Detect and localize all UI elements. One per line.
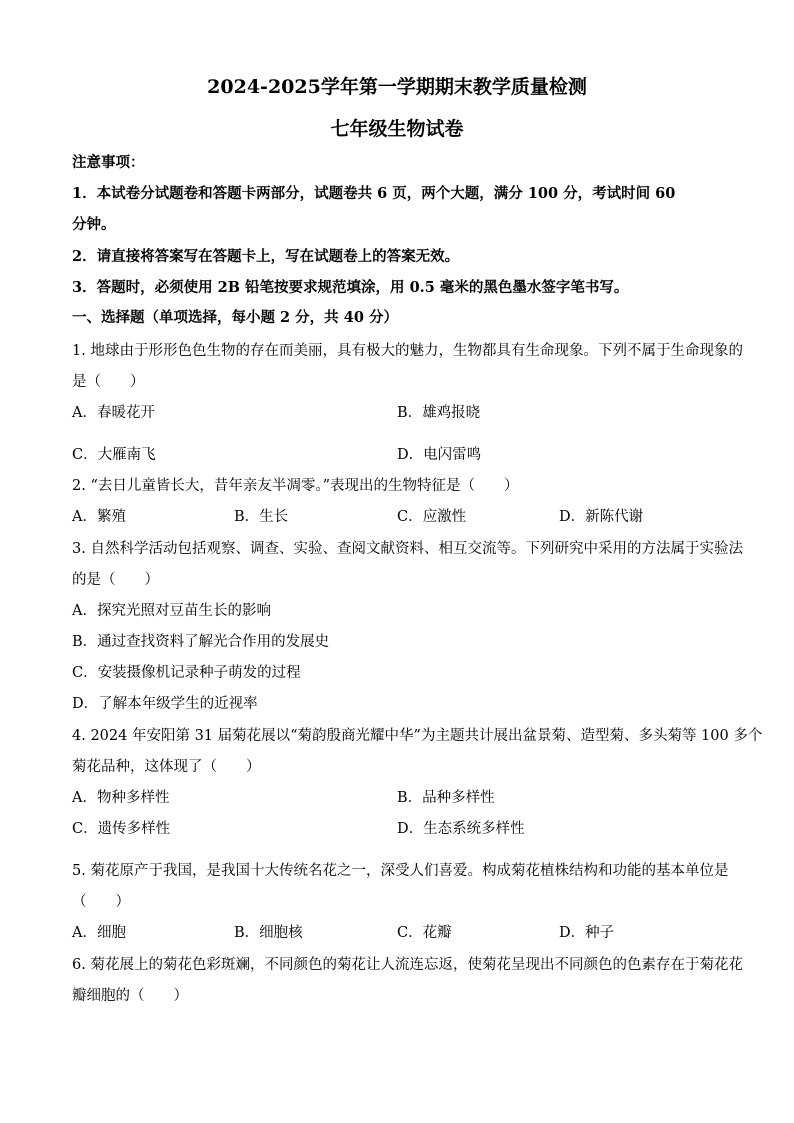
question-1-stem-line-1: 1. 地球由于形形色色生物的存在而美丽，具有极大的魅力，生物都具有生命现象。下列不属于生命现象的 <box>72 343 743 359</box>
question-2-stem: 2. “去日儿童皆长大，昔年亲友半凋零。”表现出的生物特征是（ ） <box>72 478 519 494</box>
question-6-stem-line-2: 瓣细胞的（ ） <box>72 988 188 1004</box>
question-3-option-d: D．了解本年级学生的近视率 <box>72 696 258 712</box>
question-5-option-c: C．花瓣 <box>397 925 452 941</box>
question-1-option-a: A．春暖花开 <box>72 405 155 421</box>
question-4-option-d: D．生态系统多样性 <box>397 821 525 837</box>
notice-item-2: 2．请直接将答案写在答题卡上，写在试题卷上的答案无效。 <box>72 248 460 265</box>
question-1-option-c: C．大雁南飞 <box>72 447 156 463</box>
question-2-option-d: D．新陈代谢 <box>559 509 644 525</box>
question-3-stem-line-2: 的是（ ） <box>72 572 159 588</box>
question-2-option-b: B．生长 <box>234 509 289 525</box>
question-2-option-a: A．繁殖 <box>72 509 126 525</box>
question-5-stem-line-2: （ ） <box>72 894 130 910</box>
notice-heading: 注意事项： <box>72 154 145 171</box>
question-1-option-b: B．雄鸡报晓 <box>397 405 481 421</box>
question-1-stem-line-2: 是（ ） <box>72 374 145 390</box>
question-3-option-c: C．安装摄像机记录种子萌发的过程 <box>72 665 301 681</box>
exam-subtitle: 七年级生物试卷 <box>330 118 464 140</box>
question-4-option-c: C．遗传多样性 <box>72 821 171 837</box>
question-2-option-c: C．应激性 <box>397 509 467 525</box>
question-3-option-b: B．通过查找资料了解光合作用的发展史 <box>72 634 330 650</box>
question-5-stem-line-1: 5. 菊花原产于我国，是我国十大传统名花之一，深受人们喜爱。构成菊花植株结构和功能的基本单位是 <box>72 863 729 879</box>
notice-item-1-line-1: 1．本试卷分试题卷和答题卡两部分，试题卷共 6 页，两个大题，满分 100 分，考试时间 60 <box>72 185 676 202</box>
notice-item-1-line-2: 分钟。 <box>72 216 116 233</box>
question-1-option-d: D．电闪雷鸣 <box>397 447 482 463</box>
question-5-option-b: B．细胞核 <box>234 925 303 941</box>
question-5-option-d: D．种子 <box>559 925 615 941</box>
question-3-option-a: A．探究光照对豆苗生长的影响 <box>72 603 271 619</box>
section-heading: 一、选择题（单项选择，每小题 2 分，共 40 分） <box>72 309 398 326</box>
notice-item-3: 3．答题时，必须使用 2B 铅笔按要求规范填涂，用 0.5 毫米的黑色墨水签字笔书写。 <box>72 279 629 296</box>
question-6-stem-line-1: 6. 菊花展上的菊花色彩斑斓，不同颜色的菊花让人流连忘返，使菊花呈现出不同颜色的色素存在于菊花花 <box>72 957 743 973</box>
exam-title: 2024-2025学年第一学期期末教学质量检测 <box>207 76 587 98</box>
question-4-option-b: B．品种多样性 <box>397 790 495 806</box>
question-3-stem-line-1: 3. 自然科学活动包括观察、调查、实验、查阅文献资料、相互交流等。下列研究中采用的方法属于实验法 <box>72 541 743 557</box>
question-4-option-a: A．物种多样性 <box>72 790 170 806</box>
question-5-option-a: A．细胞 <box>72 925 126 941</box>
question-4-stem-line-1: 4. 2024 年安阳第 31 届菊花展以“菊韵殷商光耀中华”为主题共计展出盆景菊、造型菊、多头菊等 100 多个 <box>72 728 763 744</box>
question-4-stem-line-2: 菊花品种，这体现了（ ） <box>72 759 261 775</box>
